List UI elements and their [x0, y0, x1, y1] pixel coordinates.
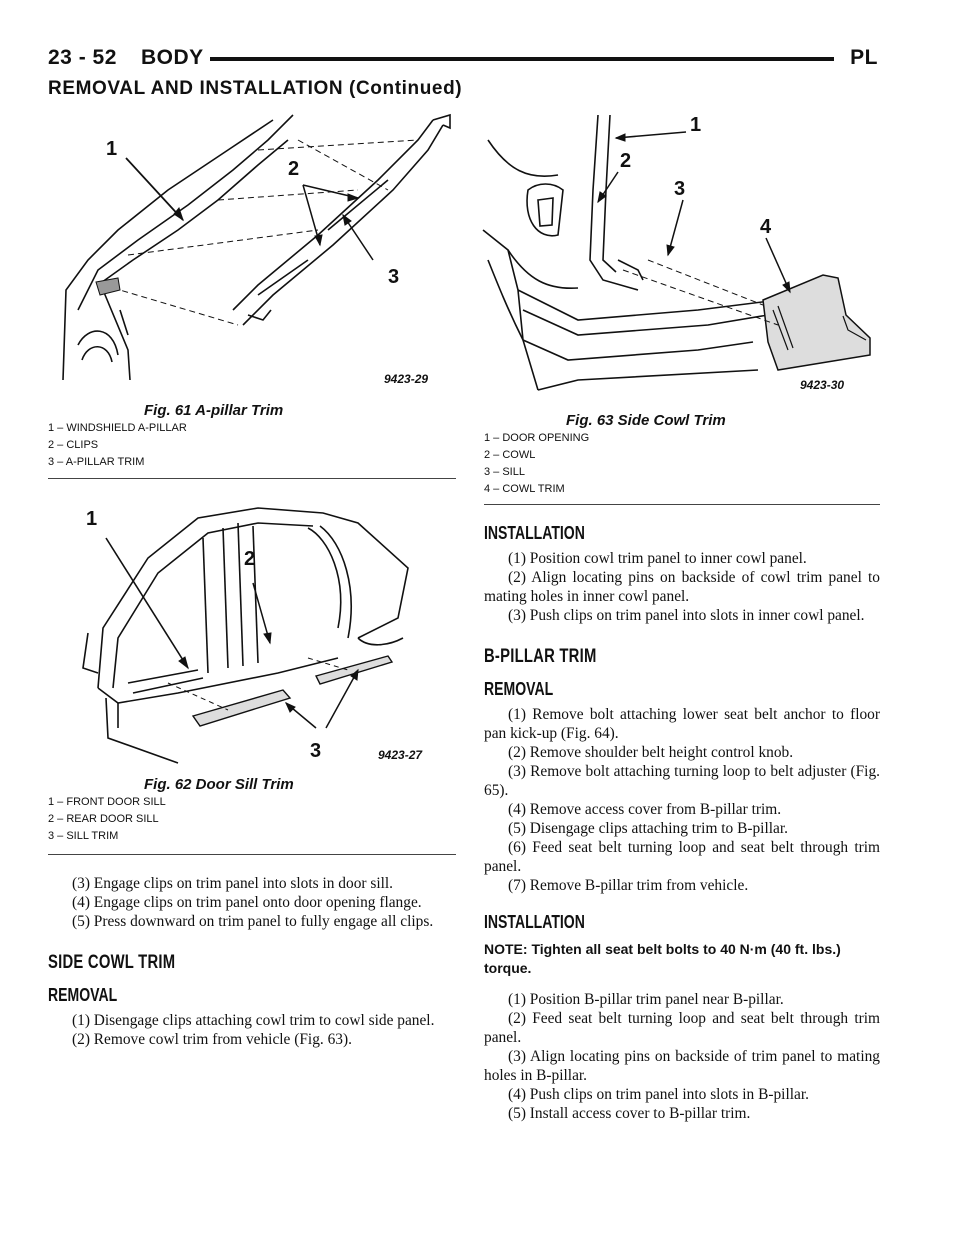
figure-id-code: 9423-30	[800, 378, 845, 392]
legend-item: 2 – COWL	[484, 449, 536, 461]
step-paragraph: (2) Feed seat belt turning loop and seat belt through trim panel.	[484, 1010, 880, 1046]
step-paragraph: (2) Align locating pins on backside of cowl trim panel to mating holes in inner cowl panel.	[484, 569, 880, 605]
right-text-column	[484, 514, 880, 1123]
continued-heading: REMOVAL AND INSTALLATION (Continued)	[48, 78, 463, 99]
callout-3: 3	[388, 266, 400, 288]
callout-1: 1	[86, 508, 98, 530]
page-header	[48, 46, 878, 76]
figure-61-caption: Fig. 61 A-pillar Trim	[144, 402, 284, 419]
figure-61-rule	[48, 478, 456, 479]
figure-61-legend	[48, 420, 187, 471]
page-number: 23 - 52	[48, 46, 117, 69]
step-paragraph: (3) Push clips on trim panel into slots in inner cowl panel.	[508, 607, 865, 624]
callout-1: 1	[106, 138, 118, 160]
legend-item: 3 – SILL	[484, 466, 525, 478]
step-paragraph: (2) Remove cowl trim from vehicle (Fig. 63).	[72, 1031, 352, 1048]
callout-3: 3	[674, 178, 686, 200]
legend-item: 3 – A-PILLAR TRIM	[48, 456, 145, 468]
header-rule	[210, 57, 834, 61]
callout-2: 2	[620, 150, 632, 172]
step-paragraph: (3) Align locating pins on backside of trim panel to mating holes in B-pillar.	[484, 1048, 880, 1084]
step-paragraph: (1) Position B-pillar trim panel near B-pillar.	[508, 991, 784, 1008]
figure-63-rule	[484, 504, 880, 505]
legend-item: 1 – FRONT DOOR SILL	[48, 796, 166, 808]
figure-id-code: 9423-29	[384, 372, 429, 386]
callout-4: 4	[760, 216, 772, 238]
vehicle-code: PL	[850, 46, 878, 69]
callout-2: 2	[244, 548, 256, 570]
legend-item: 1 – WINDSHIELD A-PILLAR	[48, 422, 187, 434]
step-paragraph: (2) Remove shoulder belt height control knob.	[508, 744, 794, 761]
subheading-removal: REMOVAL	[484, 679, 554, 699]
step-paragraph: (1) Position cowl trim panel to inner cowl panel.	[508, 550, 807, 567]
figure-61-illustration	[58, 110, 454, 400]
step-paragraph: (4) Push clips on trim panel into slots in B-pillar.	[508, 1086, 809, 1103]
legend-item: 2 – CLIPS	[48, 439, 99, 451]
figure-63-legend	[484, 430, 589, 498]
figure-63-caption: Fig. 63 Side Cowl Trim	[566, 412, 726, 429]
step-paragraph: (1) Remove bolt attaching lower seat belt anchor to floor pan kick-up (Fig. 64).	[484, 706, 880, 742]
step-paragraph: (7) Remove B-pillar trim from vehicle.	[508, 877, 749, 894]
figure-id-code: 9423-27	[378, 748, 423, 762]
figure-62-rule	[48, 854, 456, 855]
left-text-column	[48, 874, 456, 1049]
subheading-installation: INSTALLATION	[484, 912, 585, 932]
legend-item: 2 – REAR DOOR SILL	[48, 813, 159, 825]
step-paragraph: (5) Disengage clips attaching trim to B-pillar.	[508, 820, 788, 837]
step-paragraph: (4) Remove access cover from B-pillar trim.	[508, 801, 782, 818]
figure-62-illustration	[58, 498, 454, 772]
section-heading-b-pillar-trim: B-PILLAR TRIM	[484, 646, 597, 667]
subheading-removal: REMOVAL	[48, 985, 118, 1005]
side-cowl-trim-drawing	[478, 110, 878, 406]
step-paragraph: (5) Install access cover to B-pillar trim.	[508, 1105, 751, 1122]
step-paragraph: (3) Engage clips on trim panel into slots in door sill.	[72, 875, 394, 892]
callout-2: 2	[288, 158, 300, 180]
figure-62-legend	[48, 794, 166, 845]
step-paragraph: (3) Remove bolt attaching turning loop to belt adjuster (Fig. 65).	[484, 763, 880, 799]
step-paragraph: (5) Press downward on trim panel to fully engage all clips.	[72, 913, 434, 930]
legend-item: 3 – SILL TRIM	[48, 830, 119, 842]
door-sill-trim-drawing	[58, 498, 454, 772]
a-pillar-trim-drawing	[58, 110, 454, 400]
section-title: BODY	[141, 46, 204, 69]
figure-63-illustration	[478, 110, 878, 406]
callout-1: 1	[690, 114, 702, 136]
torque-note: NOTE: Tighten all seat belt bolts to 40 N·m (40 ft. lbs.) torque.	[484, 941, 841, 976]
step-paragraph: (1) Disengage clips attaching cowl trim to cowl side panel.	[72, 1012, 435, 1029]
figure-62-caption: Fig. 62 Door Sill Trim	[144, 776, 294, 793]
subheading-installation: INSTALLATION	[484, 523, 585, 543]
legend-item: 1 – DOOR OPENING	[484, 432, 590, 444]
section-heading-side-cowl-trim: SIDE COWL TRIM	[48, 952, 176, 973]
step-paragraph: (6) Feed seat belt turning loop and seat belt through trim panel.	[484, 839, 880, 875]
legend-item: 4 – COWL TRIM	[484, 483, 565, 495]
step-paragraph: (4) Engage clips on trim panel onto door opening flange.	[72, 894, 422, 911]
callout-3: 3	[310, 740, 322, 762]
